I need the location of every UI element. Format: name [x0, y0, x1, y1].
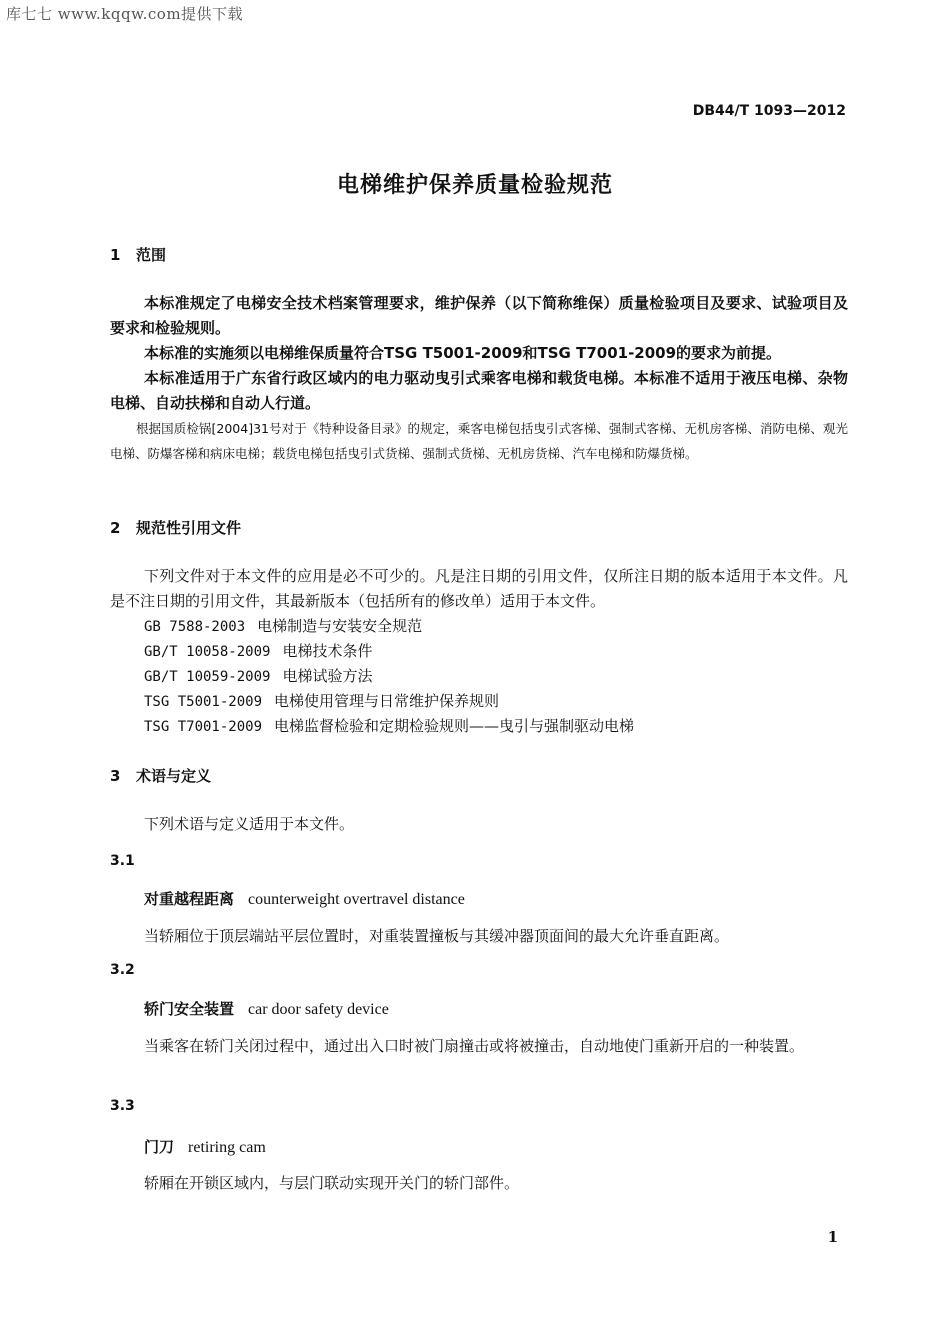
reference-title: 电梯使用管理与日常维护保养规则: [274, 692, 500, 710]
section-1-heading: [110, 244, 166, 265]
paragraph: 下列术语与定义适用于本文件。: [144, 815, 355, 833]
reference-item: [144, 665, 372, 686]
reference-title: 电梯技术条件: [282, 642, 373, 660]
term-en: car door safety device: [248, 1001, 389, 1018]
paragraph: 本标准规定了电梯安全技术档案管理要求，维护保养（以下简称维保）质量检验项目及要求、试验项目及要求和检验规则。: [110, 294, 848, 337]
term-zh: 对重越程距离: [144, 890, 235, 908]
reference-item: [144, 640, 372, 661]
section-number: 1: [110, 246, 121, 264]
standard-code: DB44/T 1093—2012: [692, 103, 846, 119]
section-2-heading: [110, 517, 241, 538]
paragraph: 下列文件对于本文件的应用是必不可少的。凡是注日期的引用文件，仅所注日期的版本适用于本文件。凡是不注日期的引用文件，其最新版本（包括所有的修改单）适用于本文件。: [110, 567, 848, 610]
term-en: counterweight overtravel distance: [248, 891, 465, 908]
watermark: 库七七 www.kqqw.com提供下载: [6, 5, 244, 23]
page-number: 1: [827, 1228, 838, 1246]
term-definition: 当乘客在轿门关闭过程中，通过出入口时被门扇撞击或将被撞击，自动地使门重新开启的一种装置。: [144, 1037, 805, 1055]
reference-code: GB/T 10059-2009: [144, 669, 271, 685]
reference-item: [144, 615, 422, 636]
reference-code: GB 7588-2003: [144, 619, 246, 635]
reference-item: [144, 715, 634, 736]
reference-title: 电梯制造与安装安全规范: [257, 617, 423, 635]
term-definition: 轿厢在开锁区域内，与层门联动实现开关门的轿门部件。: [144, 1174, 520, 1192]
section-title: 术语与定义: [136, 767, 212, 785]
term-zh: 轿门安全装置: [144, 1000, 235, 1018]
section-title: 范围: [136, 246, 167, 264]
clause-number: 3.2: [110, 962, 135, 978]
note-paragraph: 根据国质检锅[2004]31号对于《特种设备目录》的规定，乘客电梯包括曳引式客梯、强制式客梯、无机房客梯、消防电梯、观光电梯、防爆客梯和病床电梯；载货电梯包括曳引式货梯、强制式货梯、无机房货梯、汽车电梯和防爆货梯。: [110, 421, 848, 461]
reference-code: TSG T7001-2009: [144, 719, 263, 735]
term-entry: [144, 998, 389, 1019]
clause-number: 3.1: [110, 853, 135, 869]
term-entry: [144, 1136, 266, 1157]
term-definition: 当轿厢位于顶层端站平层位置时，对重装置撞板与其缓冲器顶面间的最大允许垂直距离。: [144, 927, 730, 945]
section-number: 2: [110, 519, 121, 537]
paragraph: 本标准的实施须以电梯维保质量符合TSG T5001-2009和TSG T7001-2009的要求为前提。: [144, 344, 782, 362]
section-3-heading: [110, 765, 211, 786]
term-zh: 门刀: [144, 1138, 175, 1156]
reference-code: GB/T 10058-2009: [144, 644, 271, 660]
section-number: 3: [110, 767, 121, 785]
term-entry: [144, 888, 465, 909]
paragraph: 本标准适用于广东省行政区域内的电力驱动曳引式乘客电梯和载货电梯。本标准不适用于液压电梯、杂物电梯、自动扶梯和自动人行道。: [110, 369, 848, 412]
reference-item: [144, 690, 499, 711]
reference-title: 电梯试验方法: [282, 667, 373, 685]
section-title: 规范性引用文件: [136, 519, 242, 537]
reference-title: 电梯监督检验和定期检验规则——曳引与强制驱动电梯: [274, 717, 635, 735]
clause-number: 3.3: [110, 1098, 135, 1114]
term-en: retiring cam: [188, 1139, 266, 1156]
page-title: 电梯维护保养质量检验规范: [336, 173, 613, 198]
reference-code: TSG T5001-2009: [144, 694, 263, 710]
